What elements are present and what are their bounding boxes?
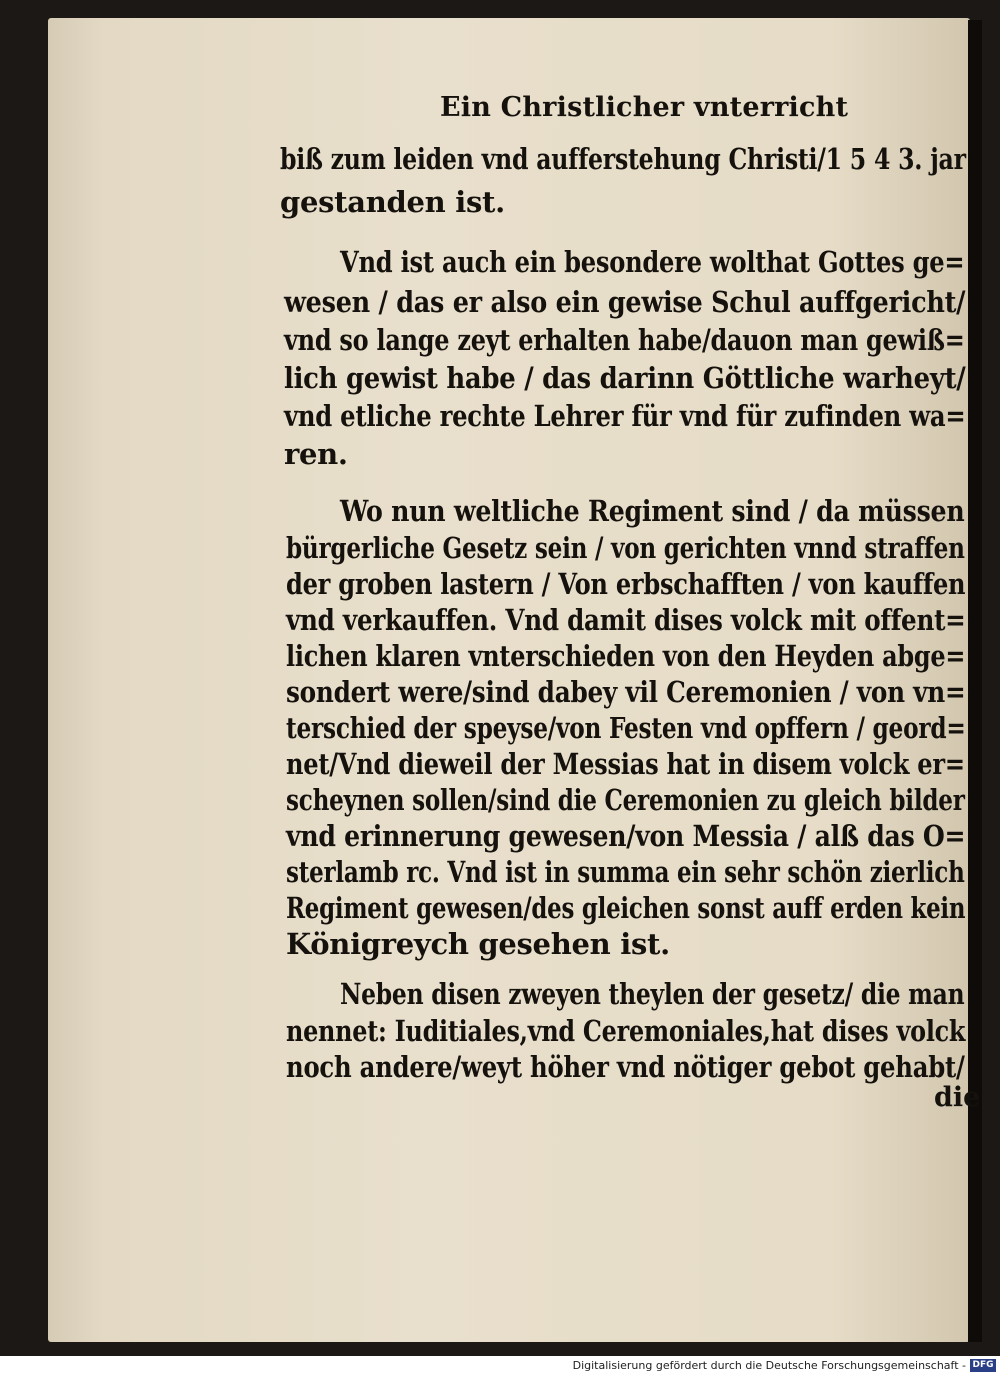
text-line: gestanden ist.	[280, 185, 505, 219]
dfg-logo-icon: DFG	[970, 1359, 996, 1372]
text-line: nennet: Iuditiales,vnd Ceremoniales,hat dises volck	[286, 1014, 966, 1048]
text-line: biß zum leiden vnd aufferstehung Christi/1 5 4 3. jar	[280, 142, 966, 176]
text-line: lich gewist habe / das darinn Göttliche warheyt/	[284, 361, 966, 395]
text-line: der groben lastern / Von erbschafften / von kauffen	[286, 567, 966, 601]
page-edge-shadow	[968, 20, 982, 1342]
text-line: sondert were/sind dabey vil Ceremonien / von vn=	[286, 675, 966, 709]
text-line: vnd verkauffen. Vnd damit dises volck mit offent=	[286, 603, 966, 637]
text-line: Vnd ist auch ein besondere wolthat Gottes ge=	[340, 245, 965, 279]
text-line: Neben disen zweyen theylen der gesetz/ die man	[340, 977, 965, 1011]
text-line: Königreych gesehen ist.	[286, 927, 670, 961]
text-line: Wo nun weltliche Regiment sind / da müssen	[340, 494, 965, 528]
text-line: bürgerliche Gesetz sein / von gerichten vnnd straffen	[286, 531, 965, 565]
text-line: sterlamb rc. Vnd ist in summa ein sehr schön zierlich	[286, 855, 965, 889]
footer-bar	[0, 1356, 1000, 1376]
text-line: wesen / das er also ein gewise Schul auffgericht/	[284, 285, 966, 319]
text-line: noch andere/weyt höher vnd nötiger gebot gehabt/	[286, 1050, 965, 1084]
text-line: vnd erinnerung gewesen/von Messia / alß das O=	[286, 819, 966, 853]
catchword: die	[934, 1082, 981, 1113]
text-line: net/Vnd dieweil der Messias hat in disem volck er=	[286, 747, 965, 781]
text-line: Regiment gewesen/des gleichen sonst auff erden kein	[286, 891, 966, 925]
text-line: ren.	[284, 437, 348, 471]
text-line: vnd etliche rechte Lehrer für vnd für zufinden wa=	[284, 399, 966, 433]
text-line: terschied der speyse/von Festen vnd opffern / geord=	[286, 711, 966, 745]
text-line: vnd so lange zeyt erhalten habe/dauon man gewiß=	[284, 323, 965, 357]
running-head: Ein Christlicher vnterricht	[440, 92, 849, 123]
text-line: scheynen sollen/sind die Ceremonien zu gleich bilder	[286, 783, 965, 817]
text-line: lichen klaren vnterschieden von den Heyden abge=	[286, 639, 966, 673]
funding-credit: Digitalisierung gefördert durch die Deutsche Forschungsgemeinschaft -	[572, 1359, 966, 1372]
